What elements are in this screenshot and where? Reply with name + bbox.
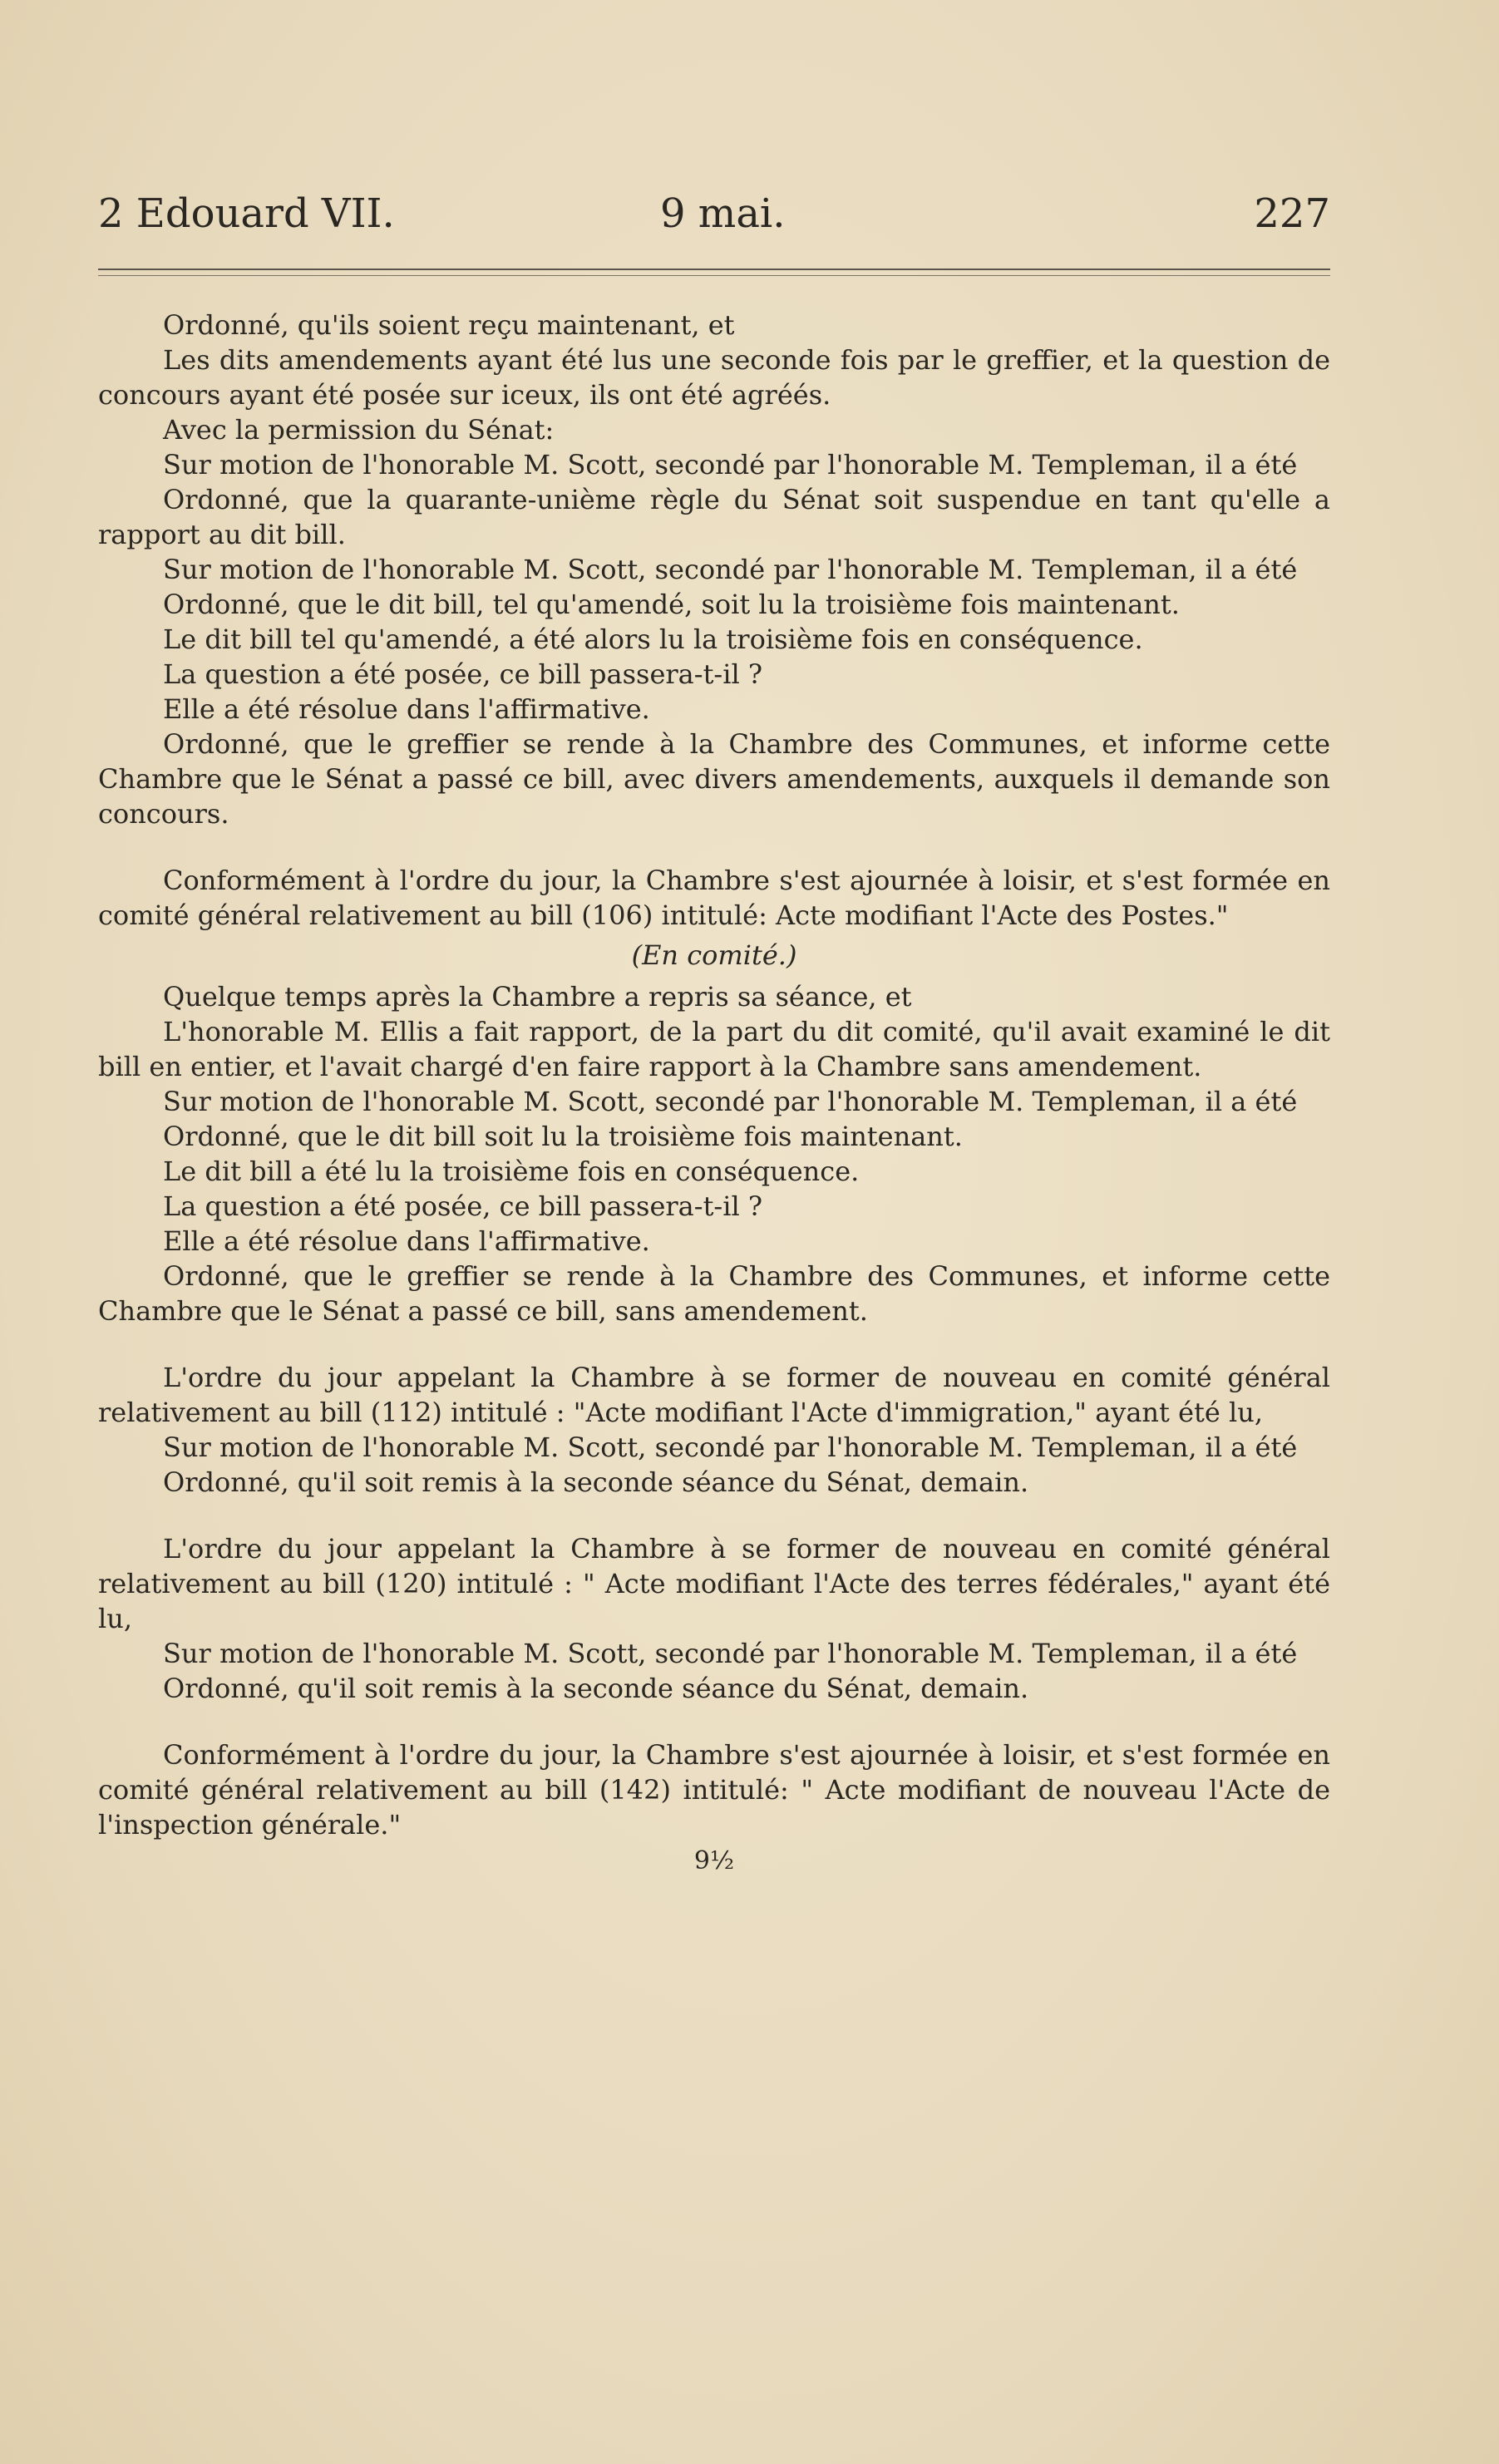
page-number: 227 (1254, 190, 1330, 237)
section-gap (98, 1706, 1330, 1737)
section-gap (98, 831, 1330, 863)
body-paragraph: Sur motion de l'honorable M. Scott, secondé par l'honorable M. Templeman, il a été (163, 1432, 1298, 1463)
body-paragraph: La question a été posée, ce bill passera-t-il ? (163, 1190, 763, 1222)
body-paragraph: Elle a été résolue dans l'affirmative. (163, 693, 650, 725)
body-paragraph: Sur motion de l'honorable M. Scott, secondé par l'honorable M. Templeman, il a été (163, 554, 1298, 585)
body-paragraph: Conformément à l'ordre du jour, la Chambre s'est ajournée à loisir, et s'est formée en comité général relativement au bill (142) intitulé: " Acte modifiant de nouveau l'Acte de l'inspection générale." (98, 1739, 1330, 1841)
header-date: 9 mai. (660, 190, 786, 237)
body-paragraph: Quelque temps après la Chambre a repris sa séance, et (163, 981, 912, 1013)
body-paragraph: La question a été posée, ce bill passera-t-il ? (163, 658, 763, 690)
body-paragraph: Sur motion de l'honorable M. Scott, secondé par l'honorable M. Templeman, il a été (163, 449, 1298, 480)
body-paragraph: Ordonné, que le greffier se rende à la Chambre des Communes, et informe cette Chambre que le Sénat a passé ce bill, avec divers amendements, auxquels il demande son concours. (98, 728, 1330, 830)
header-regnal-year: 2 Edouard VII. (98, 190, 395, 237)
running-header (98, 185, 1330, 243)
section-gap (98, 1500, 1330, 1531)
body-paragraph: Avec la permission du Sénat: (163, 414, 555, 446)
body-paragraph: Le dit bill a été lu la troisième fois en conséquence. (163, 1156, 860, 1187)
section-gap (98, 1328, 1330, 1360)
body-paragraph: Ordonné, que le dit bill soit lu la troisième fois maintenant. (163, 1121, 963, 1152)
body-paragraph: Ordonné, que la quarante-unième règle du Sénat soit suspendue en tant qu'elle a rapport au dit bill. (98, 484, 1330, 550)
body-paragraph: L'ordre du jour appelant la Chambre à se former de nouveau en comité général relativement au bill (120) intitulé : " Acte modifiant l'Acte des terres fédérales," ayant été lu, (98, 1533, 1330, 1634)
body-paragraph: Ordonné, qu'ils soient reçu maintenant, et (163, 309, 735, 341)
body-paragraph: L'ordre du jour appelant la Chambre à se former de nouveau en comité général relativement au bill (112) intitulé : "Acte modifiant l'Acte d'immigration," ayant été lu, (98, 1362, 1330, 1428)
body-paragraph: Sur motion de l'honorable M. Scott, secondé par l'honorable M. Templeman, il a été (163, 1086, 1298, 1117)
header-rule-thin (98, 275, 1330, 276)
body-paragraph: Ordonné, que le greffier se rende à la Chambre des Communes, et informe cette Chambre que le Sénat a passé ce bill, sans amendement. (98, 1260, 1330, 1327)
page-body (98, 308, 1330, 1879)
body-paragraph: Ordonné, qu'il soit remis à la seconde séance du Sénat, demain. (163, 1466, 1029, 1498)
signature-mark: 9½ (693, 1846, 735, 1875)
body-paragraph: Les dits amendements ayant été lus une seconde fois par le greffier, et la question de concours ayant été posée sur iceux, ils ont été agréés. (98, 344, 1330, 411)
header-rule (98, 269, 1330, 270)
section-heading: (En comité.) (631, 939, 797, 971)
body-paragraph: Elle a été résolue dans l'affirmative. (163, 1225, 650, 1257)
body-paragraph: Ordonné, que le dit bill, tel qu'amendé, soit lu la troisième fois maintenant. (163, 589, 1180, 620)
body-paragraph: Le dit bill tel qu'amendé, a été alors lu la troisième fois en conséquence. (163, 623, 1143, 655)
body-paragraph: Conformément à l'ordre du jour, la Chambre s'est ajournée à loisir, et s'est formée en comité général relativement au bill (106) intitulé: Acte modifiant l'Acte des Postes." (98, 865, 1330, 931)
body-paragraph: Sur motion de l'honorable M. Scott, secondé par l'honorable M. Templeman, il a été (163, 1638, 1298, 1669)
body-paragraph: L'honorable M. Ellis a fait rapport, de la part du dit comité, qu'il avait examiné le dit bill en entier, et l'avait chargé d'en faire rapport à la Chambre sans amendement. (98, 1016, 1330, 1082)
body-paragraph: Ordonné, qu'il soit remis à la seconde séance du Sénat, demain. (163, 1673, 1029, 1704)
